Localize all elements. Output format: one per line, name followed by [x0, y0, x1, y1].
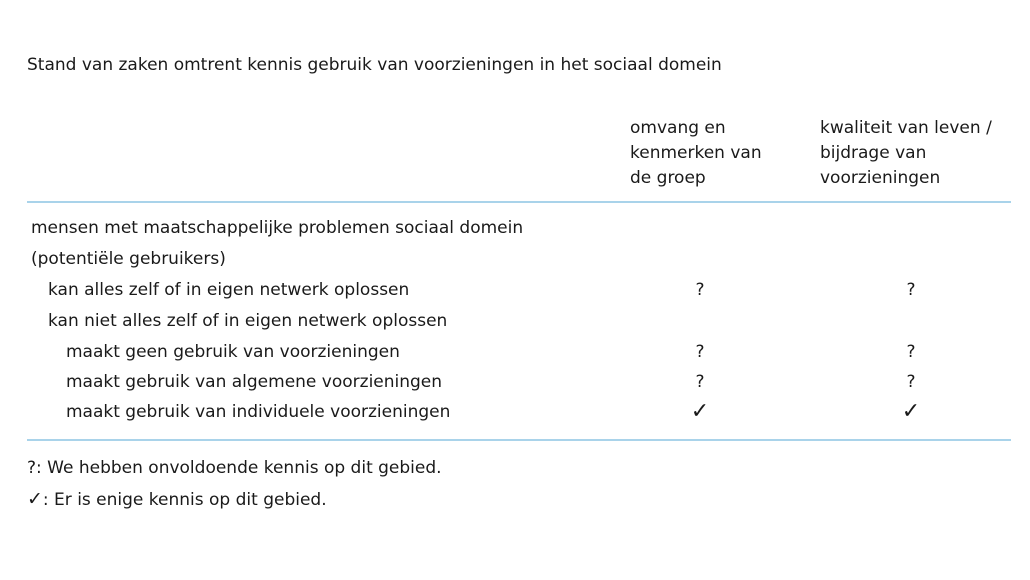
column-header-line: kenmerken van: [630, 143, 762, 163]
row-label: kan niet alles zelf of in eigen netwerk oplossen: [48, 311, 448, 331]
column-header-line: omvang en: [630, 118, 726, 138]
table-row: [0, 337, 1030, 367]
table-row: [0, 213, 1030, 243]
column-header-line: kwaliteit van leven /: [820, 118, 992, 138]
row-label: maakt gebruik van individuele voorzieningen: [66, 402, 451, 422]
cell-omvang: ?: [695, 280, 705, 300]
cell-kwaliteit: ?: [906, 372, 916, 392]
footer-divider: [27, 439, 1011, 441]
legend-note-known: [27, 486, 327, 513]
check-icon: ✓: [690, 399, 710, 424]
cell-omvang: ?: [695, 372, 705, 392]
table-title: Stand van zaken omtrent kennis gebruik van voorzieningen in het sociaal domein: [27, 55, 722, 75]
question-mark-icon: ?: [27, 458, 37, 478]
legend-note-unknown: [27, 455, 442, 481]
cell-kwaliteit: ?: [906, 342, 916, 362]
row-label: mensen met maatschappelijke problemen sociaal domein: [31, 218, 524, 238]
legend-text: : We hebben onvoldoende kennis op dit gebied.: [36, 458, 442, 478]
column-header-kwaliteit: [820, 116, 992, 191]
column-header-line: bijdrage van: [820, 143, 927, 163]
table-row: [0, 244, 1030, 274]
row-label: kan alles zelf of in eigen netwerk oplossen: [48, 280, 410, 300]
cell-omvang: ?: [695, 342, 705, 362]
column-header-line: voorzieningen: [820, 168, 941, 188]
check-icon: ✓: [901, 399, 921, 424]
row-label: maakt gebruik van algemene voorzieningen: [66, 372, 443, 392]
table-row: [0, 367, 1030, 397]
column-header-line: de groep: [630, 168, 706, 188]
row-label: (potentiële gebruikers): [31, 249, 226, 269]
check-icon: ✓: [27, 488, 43, 510]
table-row: [0, 306, 1030, 336]
header-divider: [27, 201, 1011, 203]
legend-text: : Er is enige kennis op dit gebied.: [42, 490, 327, 510]
table-row: [0, 397, 1030, 427]
row-label: maakt geen gebruik van voorzieningen: [66, 342, 400, 362]
table-row: [0, 275, 1030, 305]
cell-kwaliteit: ?: [906, 280, 916, 300]
column-header-omvang: [630, 116, 762, 191]
